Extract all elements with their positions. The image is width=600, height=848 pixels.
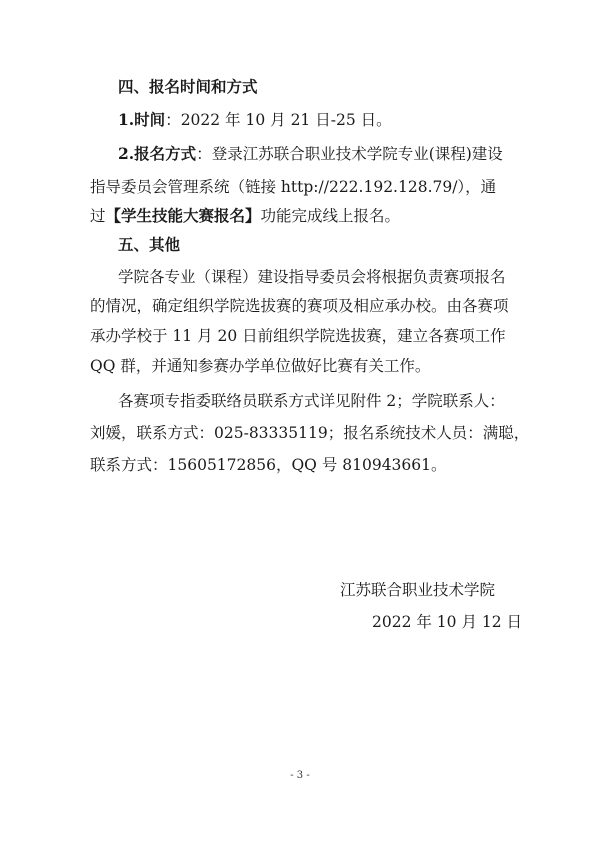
- section5-heading: 五、其他: [118, 235, 181, 254]
- para1-line-2: 的情况，确定组织学院选拔赛的赛项及相应承办校。由各赛项: [90, 297, 509, 315]
- para2-line-2: 刘媛，联系方式：025-83335119；报名系统技术人员：满聪，: [90, 424, 530, 442]
- method-label: 2.报名方式: [118, 144, 197, 163]
- signature-org: 江苏联合职业技术学院: [340, 581, 496, 599]
- time-label: 1.时间: [118, 110, 166, 129]
- section4-heading: 四、报名时间和方式: [118, 77, 258, 96]
- method-line-1: [118, 144, 600, 164]
- time-line: [118, 110, 600, 130]
- signature-date: 2022 年 10 月 12 日: [372, 613, 523, 631]
- method-line-2: 指导委员会管理系统（链接 http://222.192.128.79/），通: [90, 178, 497, 196]
- method-text-3a: 过: [90, 207, 106, 225]
- para1-line-4: QQ 群，并通知参赛办学单位做好比赛有关工作。: [90, 357, 431, 375]
- time-value: ：2022 年 10 月 21 日-25 日。: [165, 111, 392, 129]
- register-entry-label: 【学生技能大赛报名】: [105, 206, 261, 225]
- para1-line-3: 承办学校于 11 月 20 日前组织学院选拔赛，建立各赛项工作: [90, 327, 506, 345]
- para1-line-1: 学院各专业（课程）建设指导委员会将根据负责赛项报名: [118, 268, 506, 286]
- method-text-3c: 功能完成线上报名。: [260, 207, 401, 225]
- para2-line-1: 各赛项专指委联络员联系方式详见附件 2；学院联系人：: [118, 392, 505, 410]
- para2-line-3: 联系方式：15605172856，QQ 号 810943661。: [90, 456, 447, 474]
- method-text-1: ：登录江苏联合职业技术学院专业(课程)建设: [196, 145, 503, 163]
- method-line-3: [90, 206, 600, 226]
- page-number: - 3 -: [290, 770, 310, 781]
